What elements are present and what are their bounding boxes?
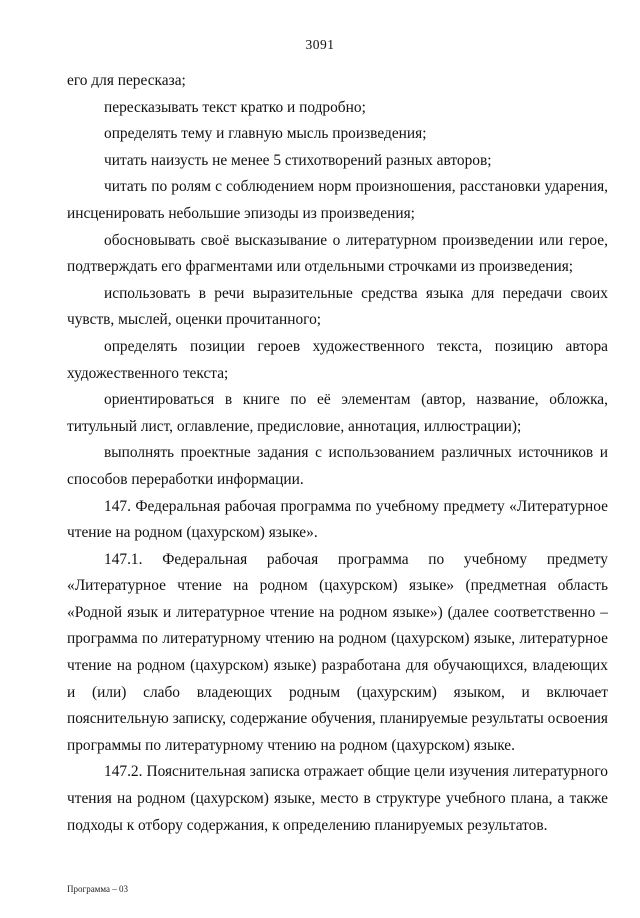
list-item-projects: выполнять проектные задания с использованием различных источников и способов переработки информации. <box>67 444 608 488</box>
list-item-justify: обосновывать своё высказывание о литературном произведении или герое, подтверждать его фрагментами или отдельными строчками из произведения; <box>67 231 608 276</box>
section-147-1: 147.1. Федеральная рабочая программа по учебному предмету «Литературное чтение на родном (цахурском) языке» (предметная область «Родной язык и литературное чтение на родном языке») (далее соответственно – программа по литературному чтению на родном (цахурском) языке, литературное чтение на родном (цахурском) языке) разработана для обучающихся, владеющих и (или) слабо владеющих родным (цахурским) языком, и включает пояснительную записку, содержание обучения, планируемые результаты освоения программы по литературному чтению на родном (цахурском) языке. <box>67 550 608 754</box>
section-147-2: 147.2. Пояснительная записка отражает общие цели изучения литературного чтения на родном (цахурском) языке, место в структуре учебного плана, а также подходы к отбору содержания, к определению планируемых результатов. <box>67 763 608 834</box>
page-number: 3091 <box>305 37 335 52</box>
list-item-orient: ориентироваться в книге по её элементам (автор, название, обложка, титульный лист, оглавление, предисловие, аннотация, иллюстрации); <box>67 391 608 435</box>
footer-label: Программа – 03 <box>67 884 129 894</box>
section-147: 147. Федеральная рабочая программа по учебному предмету «Литературное чтение на родном (цахурском) языке». <box>67 497 608 542</box>
list-item-expressive: использовать в речи выразительные средства языка для передачи своих чувств, мыслей, оценки прочитанного; <box>67 284 608 329</box>
list-item-retell: пересказывать текст кратко и подробно; <box>104 98 366 116</box>
list-item-theme: определять тему и главную мысль произведения; <box>104 125 427 143</box>
list-item-positions: определять позиции героев художественного текста, позицию автора художественного текста; <box>67 337 608 382</box>
list-item-recite: читать наизусть не менее 5 стихотворений разных авторов; <box>104 151 492 169</box>
list-item-roles: читать по ролям с соблюдением норм произношения, расстановки ударения, инсценировать небольшие эпизоды из произведения; <box>67 178 608 222</box>
paragraph-continuation: его для пересказа; <box>67 72 186 89</box>
document-body <box>67 68 608 839</box>
